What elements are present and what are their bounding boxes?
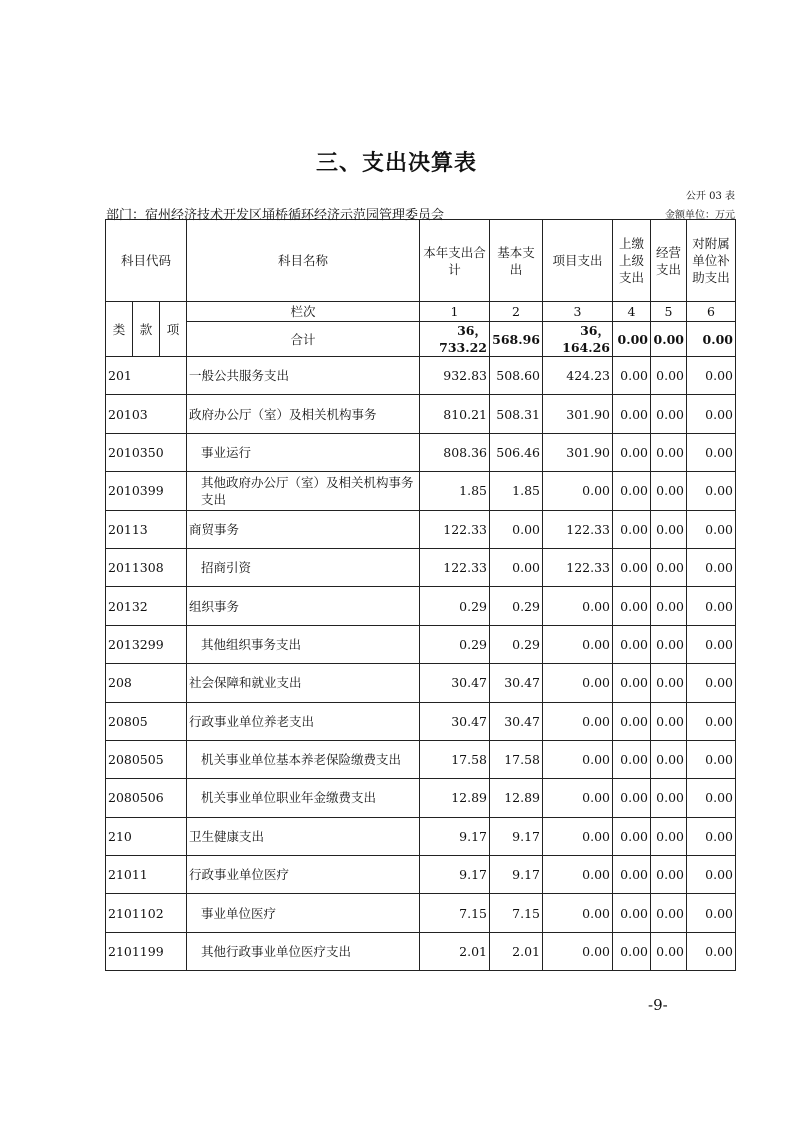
col-number: 6 xyxy=(687,302,736,322)
amount-cell: 0.00 xyxy=(613,433,651,471)
table-row xyxy=(106,817,736,855)
amount-cell: 0.00 xyxy=(613,664,651,702)
amount-cell: 0.00 xyxy=(651,664,687,702)
amount-cell: 301.90 xyxy=(543,433,613,471)
total-cell: 36，733.22 xyxy=(420,322,490,357)
subject-code: 2080506 xyxy=(106,779,187,817)
amount-cell: 2.01 xyxy=(420,932,490,970)
amount-cell: 0.00 xyxy=(687,357,736,395)
amount-cell: 0.00 xyxy=(687,932,736,970)
subject-code: 20132 xyxy=(106,587,187,625)
subject-name: 行政事业单位医疗 xyxy=(187,856,420,894)
header-lanci: 栏次 xyxy=(187,302,420,322)
subject-code: 21011 xyxy=(106,856,187,894)
amount-cell: 0.00 xyxy=(687,856,736,894)
page-title: 三、支出决算表 xyxy=(315,151,477,176)
subject-name: 商贸事务 xyxy=(187,510,420,548)
subject-name: 其他政府办公厅（室）及相关机构事务支出 xyxy=(187,472,420,510)
amount-cell: 0.00 xyxy=(687,625,736,663)
header-subsidy: 对附属单位补助支出 xyxy=(687,220,736,302)
table-row xyxy=(106,510,736,548)
col-number: 1 xyxy=(420,302,490,322)
subject-code: 20113 xyxy=(106,510,187,548)
amount-cell: 0.29 xyxy=(490,587,543,625)
amount-cell: 0.29 xyxy=(420,625,490,663)
amount-cell: 0.00 xyxy=(651,587,687,625)
subject-code: 2010350 xyxy=(106,433,187,471)
subject-code: 2101102 xyxy=(106,894,187,932)
amount-cell: 0.00 xyxy=(687,779,736,817)
amount-cell: 12.89 xyxy=(420,779,490,817)
header-kuan: 款 xyxy=(133,302,160,357)
table-row xyxy=(106,894,736,932)
header-upper: 上缴上级支出 xyxy=(613,220,651,302)
amount-cell: 0.00 xyxy=(613,395,651,433)
amount-cell: 0.00 xyxy=(543,779,613,817)
subject-name: 一般公共服务支出 xyxy=(187,357,420,395)
total-label: 合计 xyxy=(187,322,420,357)
subject-name: 机关事业单位基本养老保险缴费支出 xyxy=(187,740,420,778)
amount-cell: 0.00 xyxy=(543,740,613,778)
amount-cell: 122.33 xyxy=(543,510,613,548)
amount-cell: 0.00 xyxy=(651,548,687,586)
form-number: 公开 03 表 xyxy=(685,191,735,202)
amount-cell: 301.90 xyxy=(543,395,613,433)
subject-code: 20103 xyxy=(106,395,187,433)
subject-code: 20805 xyxy=(106,702,187,740)
amount-cell: 0.00 xyxy=(613,548,651,586)
amount-cell: 0.00 xyxy=(651,817,687,855)
amount-cell: 0.00 xyxy=(651,779,687,817)
amount-cell: 0.00 xyxy=(651,625,687,663)
subject-code: 210 xyxy=(106,817,187,855)
amount-cell: 2.01 xyxy=(490,932,543,970)
amount-cell: 0.00 xyxy=(613,357,651,395)
amount-cell: 424.23 xyxy=(543,357,613,395)
table-row xyxy=(106,625,736,663)
amount-cell: 1.85 xyxy=(490,472,543,510)
amount-cell: 0.00 xyxy=(613,587,651,625)
amount-cell: 0.00 xyxy=(543,587,613,625)
subject-name: 社会保障和就业支出 xyxy=(187,664,420,702)
subject-code: 2101199 xyxy=(106,932,187,970)
header-basic: 基本支出 xyxy=(490,220,543,302)
amount-cell: 122.33 xyxy=(420,510,490,548)
amount-cell: 12.89 xyxy=(490,779,543,817)
total-cell: 36，164.26 xyxy=(543,322,613,357)
amount-cell: 30.47 xyxy=(490,664,543,702)
amount-cell: 0.00 xyxy=(687,510,736,548)
total-cell: 0.00 xyxy=(687,322,736,357)
amount-cell: 7.15 xyxy=(490,894,543,932)
header-name: 科目名称 xyxy=(187,220,420,302)
amount-cell: 0.00 xyxy=(687,664,736,702)
amount-cell: 0.00 xyxy=(651,740,687,778)
amount-cell: 0.00 xyxy=(651,510,687,548)
amount-unit-label: 金额单位：万元 xyxy=(665,210,735,221)
col-number: 4 xyxy=(613,302,651,322)
amount-cell: 9.17 xyxy=(490,856,543,894)
amount-cell: 17.58 xyxy=(420,740,490,778)
table-row xyxy=(106,932,736,970)
amount-cell: 0.00 xyxy=(687,548,736,586)
amount-cell: 0.00 xyxy=(490,548,543,586)
amount-cell: 122.33 xyxy=(543,548,613,586)
amount-cell: 17.58 xyxy=(490,740,543,778)
subject-code: 2080505 xyxy=(106,740,187,778)
header-lei: 类 xyxy=(106,302,133,357)
amount-cell: 0.00 xyxy=(543,817,613,855)
amount-cell: 0.00 xyxy=(543,894,613,932)
amount-cell: 0.00 xyxy=(613,625,651,663)
amount-cell: 0.00 xyxy=(613,472,651,510)
amount-cell: 0.00 xyxy=(613,702,651,740)
amount-cell: 0.00 xyxy=(613,779,651,817)
amount-cell: 0.00 xyxy=(613,740,651,778)
table-row xyxy=(106,472,736,510)
amount-cell: 0.00 xyxy=(543,932,613,970)
table-row xyxy=(106,664,736,702)
column-number-row xyxy=(106,302,736,322)
header-row xyxy=(106,220,736,302)
amount-cell: 0.00 xyxy=(651,472,687,510)
amount-cell: 0.00 xyxy=(651,702,687,740)
amount-cell: 0.00 xyxy=(651,894,687,932)
subject-code: 2013299 xyxy=(106,625,187,663)
amount-cell: 0.29 xyxy=(490,625,543,663)
amount-cell: 0.00 xyxy=(651,433,687,471)
amount-cell: 30.47 xyxy=(420,664,490,702)
amount-cell: 0.00 xyxy=(613,894,651,932)
total-cell: 0.00 xyxy=(651,322,687,357)
table-row xyxy=(106,779,736,817)
amount-cell: 0.00 xyxy=(543,664,613,702)
table-row xyxy=(106,702,736,740)
amount-cell: 0.00 xyxy=(687,702,736,740)
amount-cell: 810.21 xyxy=(420,395,490,433)
amount-cell: 0.00 xyxy=(613,932,651,970)
amount-cell: 0.00 xyxy=(543,702,613,740)
header-xiang: 项 xyxy=(160,302,187,357)
subject-code: 201 xyxy=(106,357,187,395)
header-operating: 经营支出 xyxy=(651,220,687,302)
amount-cell: 0.00 xyxy=(490,510,543,548)
subject-name: 行政事业单位养老支出 xyxy=(187,702,420,740)
table-row xyxy=(106,856,736,894)
table-row xyxy=(106,357,736,395)
subject-code: 2010399 xyxy=(106,472,187,510)
subject-name: 招商引资 xyxy=(187,548,420,586)
amount-cell: 0.00 xyxy=(687,817,736,855)
amount-cell: 506.46 xyxy=(490,433,543,471)
total-cell: 568.96 xyxy=(490,322,543,357)
subject-name: 机关事业单位职业年金缴费支出 xyxy=(187,779,420,817)
subject-name: 事业运行 xyxy=(187,433,420,471)
amount-cell: 122.33 xyxy=(420,548,490,586)
subject-name: 政府办公厅（室）及相关机构事务 xyxy=(187,395,420,433)
total-cell: 0.00 xyxy=(613,322,651,357)
subject-code: 208 xyxy=(106,664,187,702)
amount-cell: 0.00 xyxy=(687,472,736,510)
amount-cell: 0.00 xyxy=(687,395,736,433)
amount-cell: 7.15 xyxy=(420,894,490,932)
table-row xyxy=(106,433,736,471)
amount-cell: 9.17 xyxy=(420,856,490,894)
amount-cell: 9.17 xyxy=(420,817,490,855)
table-row xyxy=(106,740,736,778)
amount-cell: 0.00 xyxy=(687,740,736,778)
header-total: 本年支出合计 xyxy=(420,220,490,302)
amount-cell: 9.17 xyxy=(490,817,543,855)
amount-cell: 0.00 xyxy=(613,817,651,855)
amount-cell: 0.00 xyxy=(651,932,687,970)
amount-cell: 0.00 xyxy=(687,587,736,625)
amount-cell: 0.00 xyxy=(687,433,736,471)
subject-name: 卫生健康支出 xyxy=(187,817,420,855)
amount-cell: 0.00 xyxy=(613,856,651,894)
expenditure-table xyxy=(105,219,736,971)
col-number: 3 xyxy=(543,302,613,322)
amount-cell: 508.31 xyxy=(490,395,543,433)
subject-name: 事业单位医疗 xyxy=(187,894,420,932)
page-number: -9- xyxy=(648,996,668,1014)
subject-name: 其他行政事业单位医疗支出 xyxy=(187,932,420,970)
amount-cell: 0.00 xyxy=(543,856,613,894)
subject-name: 其他组织事务支出 xyxy=(187,625,420,663)
table-row xyxy=(106,587,736,625)
amount-cell: 808.36 xyxy=(420,433,490,471)
table-row xyxy=(106,395,736,433)
amount-cell: 0.00 xyxy=(613,510,651,548)
amount-cell: 30.47 xyxy=(420,702,490,740)
amount-cell: 0.29 xyxy=(420,587,490,625)
amount-cell: 1.85 xyxy=(420,472,490,510)
header-project: 项目支出 xyxy=(543,220,613,302)
amount-cell: 508.60 xyxy=(490,357,543,395)
amount-cell: 0.00 xyxy=(651,856,687,894)
subject-name: 组织事务 xyxy=(187,587,420,625)
amount-cell: 0.00 xyxy=(543,472,613,510)
total-row xyxy=(106,322,736,357)
table-row xyxy=(106,548,736,586)
amount-cell: 0.00 xyxy=(687,894,736,932)
amount-cell: 0.00 xyxy=(651,357,687,395)
amount-cell: 0.00 xyxy=(651,395,687,433)
department-label: 部门：宿州经济技术开发区埇桥循环经济示范园管理委员会 xyxy=(106,208,445,223)
col-number: 2 xyxy=(490,302,543,322)
amount-cell: 0.00 xyxy=(543,625,613,663)
subject-code: 2011308 xyxy=(106,548,187,586)
col-number: 5 xyxy=(651,302,687,322)
amount-cell: 30.47 xyxy=(490,702,543,740)
header-code: 科目代码 xyxy=(106,220,187,302)
amount-cell: 932.83 xyxy=(420,357,490,395)
